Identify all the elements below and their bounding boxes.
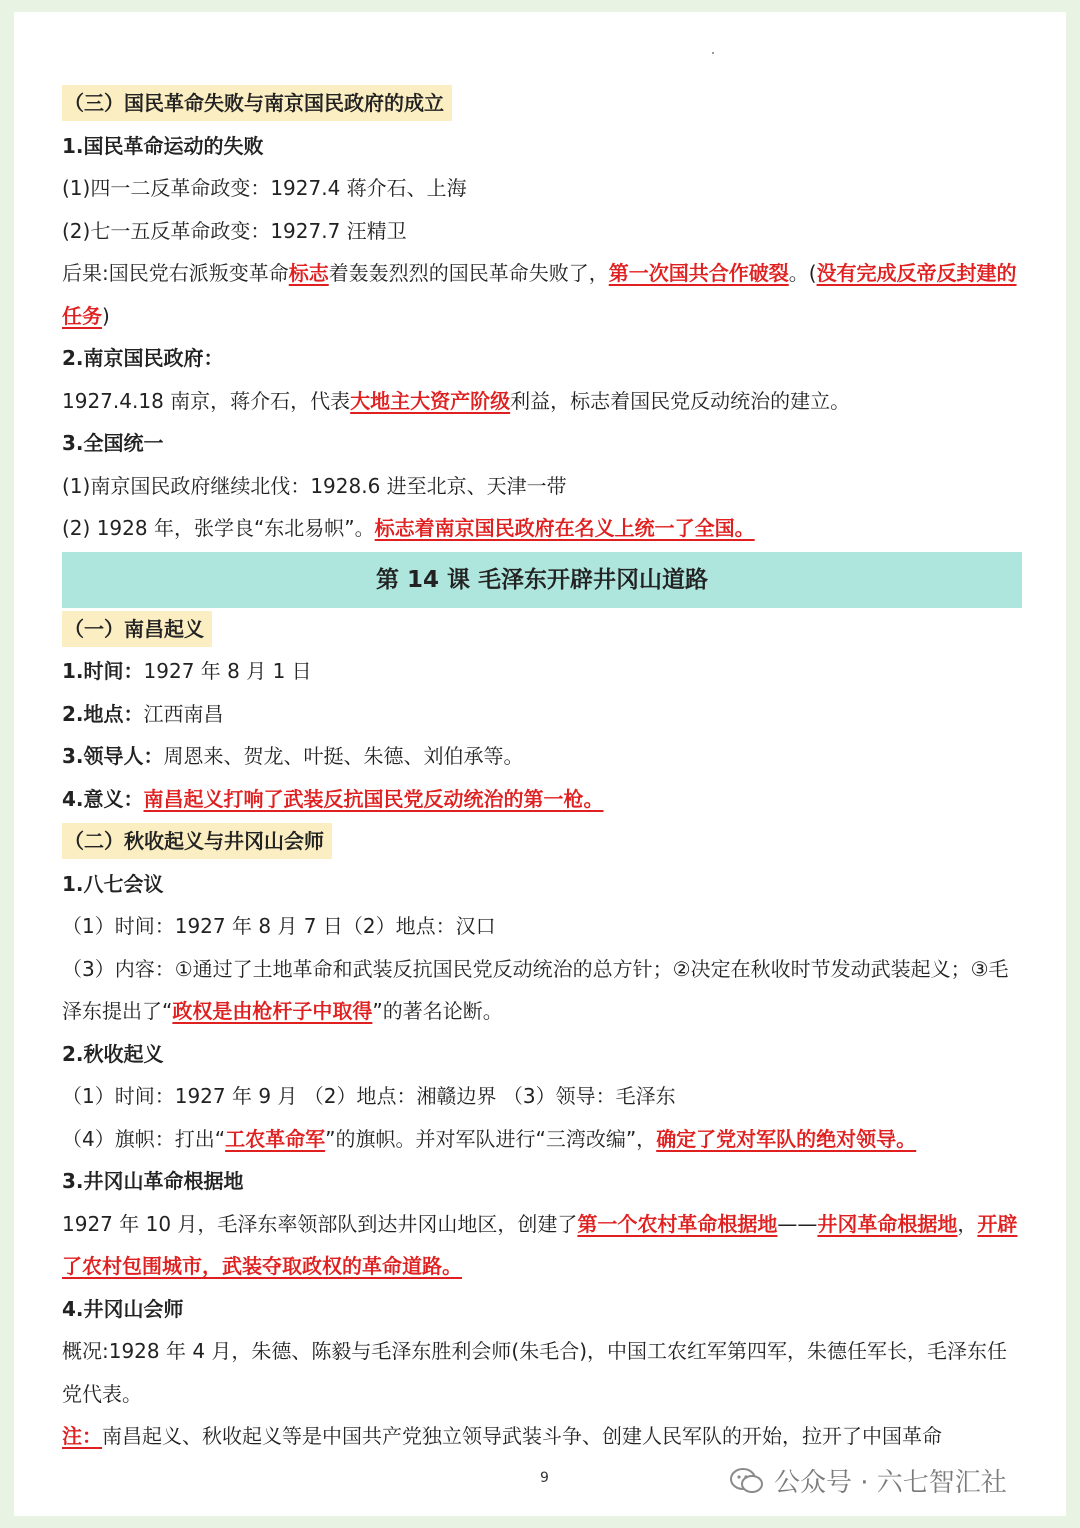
- highlight: 标志: [288, 261, 329, 285]
- text-line: [62, 507, 1022, 550]
- section-3-heading: [62, 82, 1022, 125]
- section-title: （二）秋收起义与井冈山会师: [62, 823, 332, 859]
- text: ”的著名论断。: [372, 999, 503, 1023]
- label: 4.意义：: [62, 786, 144, 811]
- text-line: (1)四一二反革命政变：1927.4 蒋介石、上海: [62, 176, 467, 200]
- text: 。(: [788, 261, 817, 285]
- value: 周恩来、贺龙、叶挺、朱德、刘伯承等。: [163, 744, 524, 768]
- text-line: [62, 1118, 1022, 1161]
- highlight: 政权是由枪杆子中取得: [172, 999, 373, 1023]
- text: ”的旗帜。并对军队进行“三湾改编”，: [325, 1126, 657, 1151]
- highlight: 井冈革命根据地: [817, 1211, 958, 1236]
- highlight: 南昌起义打响了武装反抗国民党反动统治的第一枪。: [143, 786, 604, 811]
- section-2-heading: [62, 820, 1022, 863]
- document-page: [14, 12, 1066, 1516]
- section-title: （一）南昌起义: [62, 611, 212, 647]
- document-content: [62, 82, 1022, 1458]
- wechat-icon: [730, 1467, 764, 1495]
- highlight: 没有完成反帝反封建的任务: [62, 261, 1017, 328]
- content-paragraph: [62, 1203, 1022, 1288]
- text: 1927 年 10 月，毛泽东率领部队到达井冈山地区，创建了: [62, 1211, 578, 1236]
- label: 2.地点：: [62, 701, 144, 726]
- content-paragraph: 概况:1928 年 4 月，朱德、陈毅与毛泽东胜利会师(朱毛合)，中国工农红军第四军，朱德任军长，毛泽东任党代表。: [62, 1339, 1008, 1406]
- text-line: [62, 778, 1022, 821]
- speck: [712, 52, 714, 54]
- label: 1.时间：: [62, 659, 144, 683]
- highlight: 工农革命军: [225, 1126, 326, 1151]
- highlight: 标志着南京国民政府在名义上统一了全国。: [374, 516, 755, 540]
- consequence-paragraph: [62, 252, 1022, 337]
- text: （3）内容：①通过了土地革命和武装反抗国民党反动统治的总方针；②决定在秋收时节发动武装起义；③毛泽东提出了“: [62, 956, 1009, 1023]
- text: 利益，标志着国民党反动统治的建立。: [510, 388, 851, 413]
- text: ——: [777, 1211, 818, 1236]
- subheading: 1.八七会议: [62, 871, 164, 896]
- value: 江西南昌: [143, 701, 224, 726]
- text: ，: [957, 1211, 978, 1236]
- text: ): [102, 303, 110, 328]
- text: 后果:国民党右派叛变革命: [62, 261, 289, 285]
- value: 1927 年 8 月 1 日: [143, 659, 312, 683]
- subheading: 4.井冈山会师: [62, 1296, 184, 1321]
- text-line: （1）时间：1927 年 9 月 （2）地点：湘赣边界 （3）领导：毛泽东: [62, 1084, 676, 1108]
- text-line: [62, 380, 1022, 423]
- content-paragraph: [62, 948, 1022, 1033]
- text: 南昌起义、秋收起义等是中国共产党独立领导武装斗争、创建人民军队的开始，拉开了中国革命: [102, 1424, 942, 1448]
- highlight: 开辟了农村包围城市，武装夺取政权的革命道路。: [62, 1211, 1018, 1278]
- highlight: 大地主大资产阶级: [350, 388, 511, 413]
- highlight: 第一次国共合作破裂: [608, 261, 789, 285]
- lesson-banner: 第 14 课 毛泽东开辟井冈山道路: [62, 552, 1022, 608]
- note-label: 注：: [62, 1424, 102, 1448]
- text: (2) 1928 年，张学良“东北易帜”。: [62, 516, 375, 540]
- text: 着轰轰烈烈的国民革命失败了，: [328, 261, 609, 285]
- text-line: (2)七一五反革命政变：1927.7 汪精卫: [62, 218, 407, 243]
- text-line: [62, 650, 1022, 693]
- text-line: (1)南京国民政府继续北伐：1928.6 进至北京、天津一带: [62, 473, 567, 498]
- text-line: （1）时间：1927 年 8 月 7 日（2）地点：汉口: [62, 914, 496, 938]
- text: 1927.4.18 南京，蒋介石，代表: [62, 388, 351, 413]
- text-line: [62, 693, 1022, 736]
- watermark: [730, 1462, 1007, 1499]
- subheading: 2.南京国民政府：: [62, 346, 224, 370]
- highlight: 确定了党对军队的绝对领导。: [656, 1126, 917, 1151]
- subheading: 3.全国统一: [62, 431, 164, 455]
- text: （4）旗帜：打出“: [62, 1126, 226, 1151]
- watermark-text: 公众号 · 六七智汇社: [774, 1468, 1007, 1498]
- subheading: 2.秋收起义: [62, 1041, 164, 1066]
- subheading: 1.国民革命运动的失败: [62, 133, 264, 158]
- section-1-heading: [62, 608, 1022, 651]
- note-line: [62, 1415, 1022, 1458]
- page-number: 9: [540, 1470, 549, 1486]
- section-title: （三）国民革命失败与南京国民政府的成立: [62, 85, 452, 121]
- highlight: 第一个农村革命根据地: [577, 1211, 778, 1236]
- label: 3.领导人：: [62, 744, 164, 768]
- text-line: [62, 735, 1022, 778]
- subheading: 3.井冈山革命根据地: [62, 1169, 244, 1193]
